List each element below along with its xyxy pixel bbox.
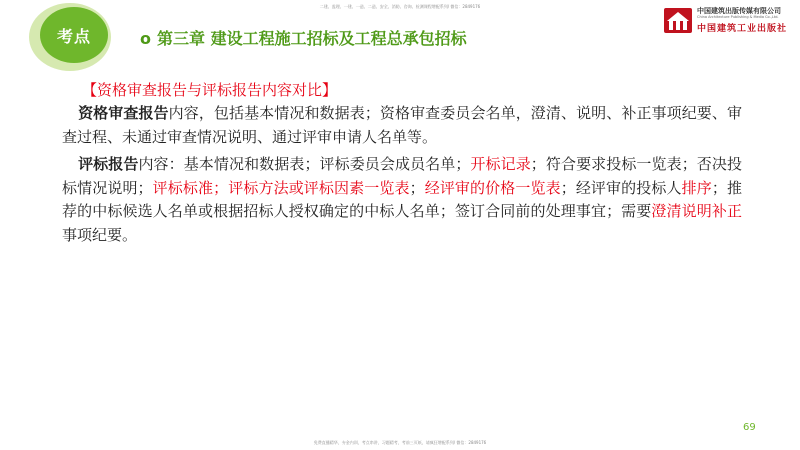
footer-watermark-note: 免费直播精华，夯金内训，考点串讲，习题精考，考前三页纸，请疯狂增配系列/ 微信：2849176 bbox=[313, 440, 487, 445]
highlight-text: 评标标准 bbox=[152, 178, 214, 197]
highlight-separator: ； bbox=[213, 178, 229, 197]
header-watermark-note: 二建、监理、一建、一造、二造、安全、消防、咨询、检测课程增配系列/ 微信：2849176 bbox=[319, 4, 481, 9]
publisher-name-cn: 中国建筑出版传媒有限公司 bbox=[697, 7, 781, 15]
paragraph-text: ；经评审的投标人 bbox=[560, 178, 682, 197]
paragraph-text: 内容，包括基本情况和数据表；资格审查委员会名单，澄清、说明、补正事项纪要、审查过程、未通过审查情况说明、通过评审申请人名单等。 bbox=[62, 104, 742, 146]
highlight-text: 经评审的价格一览表 bbox=[424, 178, 561, 197]
topic-badge: 考点 bbox=[40, 7, 108, 63]
highlight-text: 开标记录 bbox=[470, 155, 531, 173]
paragraph-text: ； bbox=[409, 178, 425, 197]
publisher-name-en: China Architecture Publishing & Media Co.,Ltd. bbox=[697, 15, 779, 19]
paragraph-evaluation-report bbox=[62, 153, 742, 247]
highlight-text: 评标方法或评标因素一览表 bbox=[228, 178, 410, 197]
paragraph-text: ；推荐的中标候选人名单或根据招标人授权确定的中标人名单；签订合同前的处理事宜；需要 bbox=[62, 178, 742, 220]
page-number: 69 bbox=[743, 422, 756, 433]
chapter-title bbox=[140, 26, 467, 49]
paragraph-text: ；符合要求投标一览表；否决投标情况说明； bbox=[62, 155, 742, 197]
chapter-bullet: o bbox=[140, 29, 151, 48]
paragraph-text: 事项纪要。 bbox=[62, 225, 138, 244]
term-evaluation-report: 评标报告 bbox=[78, 155, 139, 173]
paragraph-qualification-report bbox=[62, 102, 742, 149]
highlight-text: 排序 bbox=[681, 178, 712, 197]
publisher-logo-icon bbox=[663, 7, 693, 34]
section-heading: 【资格审查报告与评标报告内容对比】 bbox=[82, 81, 338, 99]
paragraph-text: 内容：基本情况和数据表；评标委员会成员名单； bbox=[138, 155, 471, 173]
term-qualification-report: 资格审查报告 bbox=[78, 104, 169, 122]
chapter-title-text: 第三章 建设工程施工招标及工程总承包招标 bbox=[157, 29, 467, 48]
highlight-text: 澄清说明补正 bbox=[651, 202, 742, 220]
publisher-calligraphy: 中国建筑工业出版社 bbox=[697, 24, 788, 34]
